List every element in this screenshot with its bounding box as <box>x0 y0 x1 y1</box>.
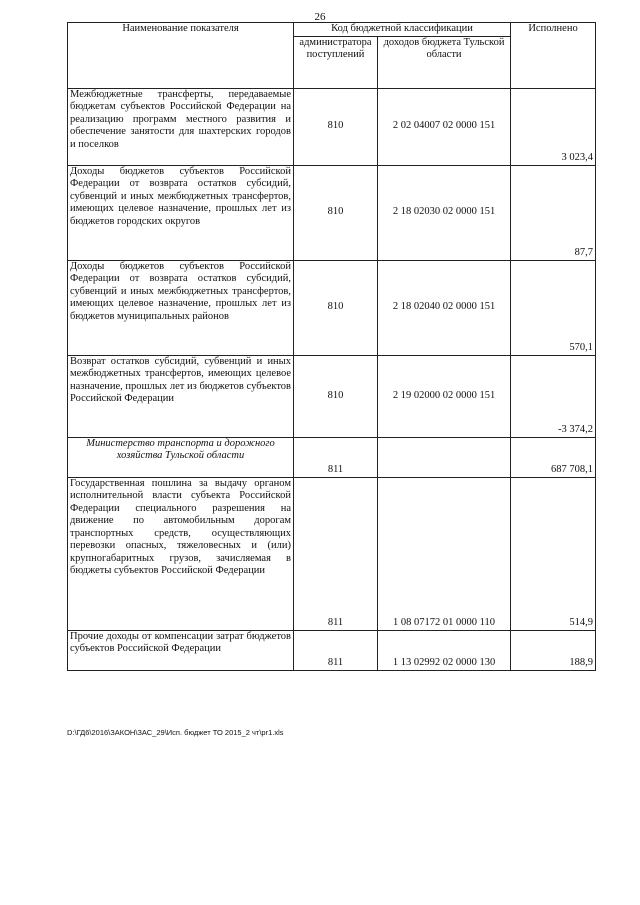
table-row <box>68 355 596 437</box>
header-revenue: доходов бюджета Тульской области <box>378 36 511 88</box>
row-code <box>378 437 511 477</box>
row-amount: -3 374,2 <box>511 355 596 437</box>
row-code: 2 19 02000 02 0000 151 <box>378 355 511 437</box>
header-indicator-name: Наименование показателя <box>68 23 294 89</box>
row-name: Государственная пошлина за выдачу органом исполнительной власти субъекта Российской Федерации специального разрешения на движение по автомобильным дорогам транспортных средств, осуществляющих перевозки опасных, тяжеловесных и (или) крупногабаритных грузов, зачисляемая в бюджеты субъектов Российской Федерации <box>68 477 294 630</box>
row-amount: 570,1 <box>511 260 596 355</box>
row-code: 1 13 02992 02 0000 130 <box>378 630 511 670</box>
row-amount: 687 708,1 <box>511 437 596 477</box>
row-name: Министерство транспорта и дорожного хозяйства Тульской области <box>68 437 294 477</box>
row-name: Доходы бюджетов субъектов Российской Федерации от возврата остатков субсидий, субвенций и иных межбюджетных трансфертов, имеющих целевое назначение, прошлых лет из бюджетов муниципальных районов <box>68 260 294 355</box>
header-executed: Исполнено <box>511 23 596 89</box>
row-code: 2 18 02030 02 0000 151 <box>378 165 511 260</box>
row-admin: 810 <box>294 165 378 260</box>
row-code: 1 08 07172 01 0000 110 <box>378 477 511 630</box>
file-path-footer: D:\ГД6\2016\ЗАКОН\ЗАС_29\Исп. бюджет ТО 2015_2 чт\pr1.xls <box>67 728 284 737</box>
table-row-ministry <box>68 437 596 477</box>
row-admin: 810 <box>294 88 378 165</box>
table-row <box>68 88 596 165</box>
page-number: 26 <box>314 11 326 23</box>
row-code: 2 02 04007 02 0000 151 <box>378 88 511 165</box>
row-name: Возврат остатков субсидий, субвенций и иных межбюджетных трансфертов, имеющих целевое назначение, прошлых лет из бюджетов субъектов Российской Федерации <box>68 355 294 437</box>
table-row <box>68 630 596 670</box>
table-row <box>68 165 596 260</box>
header-administrator: администратора поступлений <box>294 36 378 88</box>
row-amount: 188,9 <box>511 630 596 670</box>
row-admin: 811 <box>294 477 378 630</box>
row-name: Доходы бюджетов субъектов Российской Федерации от возврата остатков субсидий, субвенций и иных межбюджетных трансфертов, имеющих целевое назначение, прошлых лет из бюджетов городских округов <box>68 165 294 260</box>
table-row <box>68 477 596 630</box>
row-admin: 810 <box>294 260 378 355</box>
row-name: Прочие доходы от компенсации затрат бюджетов субъектов Российской Федерации <box>68 630 294 670</box>
row-amount: 3 023,4 <box>511 88 596 165</box>
row-amount: 514,9 <box>511 477 596 630</box>
table-row <box>68 260 596 355</box>
budget-table <box>67 22 596 671</box>
row-name: Межбюджетные трансферты, передаваемые бюджетам субъектов Российской Федерации на реализацию программ местного развития и обеспечение занятости для шахтерских городов и поселков <box>68 88 294 165</box>
header-classification-code: Код бюджетной классификации <box>294 23 511 37</box>
row-admin: 811 <box>294 630 378 670</box>
row-amount: 87,7 <box>511 165 596 260</box>
row-admin: 811 <box>294 437 378 477</box>
row-code: 2 18 02040 02 0000 151 <box>378 260 511 355</box>
row-admin: 810 <box>294 355 378 437</box>
